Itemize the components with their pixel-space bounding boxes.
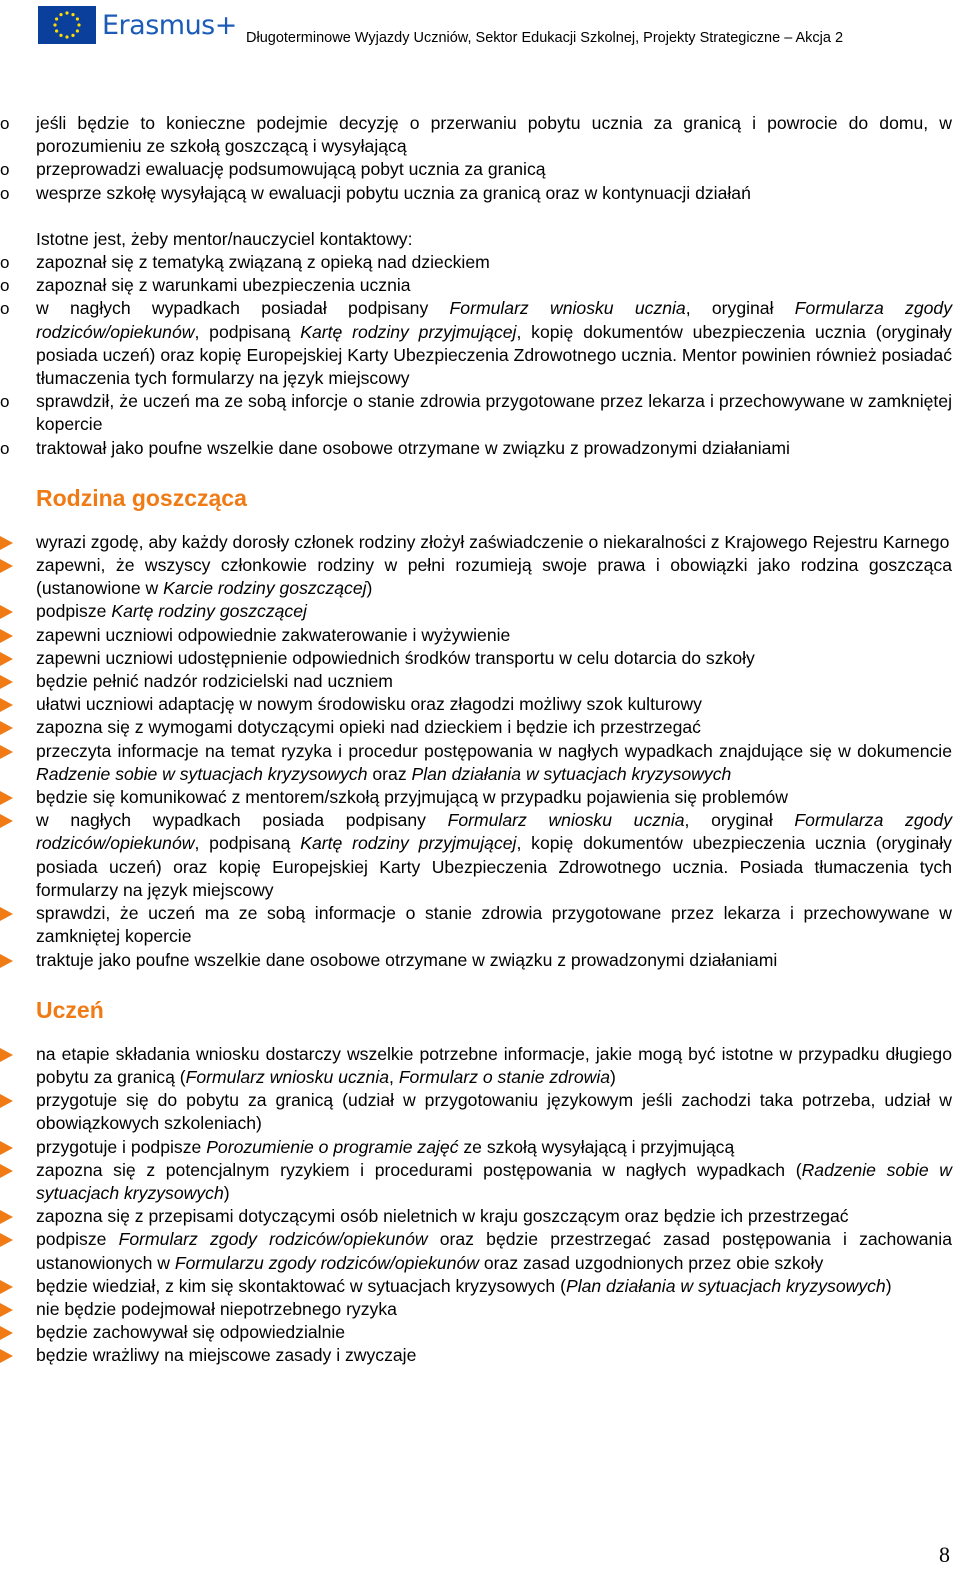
intro-text: Istotne jest, żeby mentor/nauczyciel kontaktowy: (36, 228, 413, 249)
bullet-o: o (0, 276, 10, 296)
arrow-bullet-icon (0, 1280, 13, 1294)
page-header (38, 6, 918, 46)
bullet-o: o (0, 114, 10, 133)
arrow-bullet-icon (0, 791, 13, 805)
arrow-bullet-icon (0, 1303, 13, 1317)
section-heading-host-family: Rodzina goszcząca (36, 484, 247, 511)
list-item: na etapie składania wniosku dostarczy wszelkie potrzebne informacje, jakie mogą być istotne w przypadku długiego pobytu za granicą (Formularz wniosku ucznia, Formularz o stanie zdrowia) (0, 1043, 960, 1089)
list-item: przygotuje się do pobytu za granicą (udział w przygotowaniu językowym jeśli zachodzi taka potrzeba, udział w obowiązkowych szkoleniach) (0, 1089, 960, 1135)
list-item: o traktował jako poufne wszelkie dane osobowe otrzymane w związku z prowadzonymi działaniami (0, 437, 960, 460)
list-item: będzie zachowywał się odpowiedzialnie (0, 1321, 960, 1344)
list-item: sprawdzi, że uczeń ma ze sobą informacje o stanie zdrowia przygotowane przez lekarza i przechowywane w zamkniętej kopercie (0, 902, 960, 948)
list-item: podpisze Kartę rodziny goszczącej (0, 600, 960, 623)
list-item: będzie się komunikować z mentorem/szkołą przyjmującą w przypadku pojawienia się problemów (0, 786, 960, 809)
list-item: zapozna się z wymogami dotyczącymi opieki nad dzieckiem i będzie ich przestrzegać (0, 716, 960, 739)
list-item: o w nagłych wypadkach posiadał podpisany Formularz wniosku ucznia, oryginał Formularza zgody rodziców/opiekunów, podpisaną Kartę rodziny przyjmującej, kopię dokumentów ubezpieczenia ucznia (oryginały posiada uczeń) oraz kopię Europejskiej Karty Ubezpieczenia Zdrowotnego ucznia. Mentor powinien również posiadać tłumaczenia tych formularzy na język miejscowy (0, 298, 952, 389)
list-item: podpisze Formularz zgody rodziców/opiekunów oraz będzie przestrzegać zasad postępowania i zachowania ustanowionych w Formularzu zgody rodziców/opiekunów oraz zasad uzgodnionych przez obie szkoły (0, 1228, 960, 1274)
arrow-bullet-icon (0, 559, 13, 573)
list-item: zapewni, że wszyscy członkowie rodziny w pełni rozumieją swoje prawa i obowiązki jako rodzina goszcząca (ustanowione w Karcie rodziny goszczącej) (0, 554, 960, 600)
bullet-o: o (0, 392, 10, 412)
arrow-bullet-icon (0, 1141, 13, 1155)
list-item: zapewni uczniowi odpowiednie zakwaterowanie i wyżywienie (0, 624, 960, 647)
bullet-o: o (0, 253, 10, 273)
list-item: przygotuje i podpisze Porozumienie o programie zajęć ze szkołą wysyłającą i przyjmującą (0, 1136, 960, 1159)
arrow-bullet-icon (0, 745, 13, 759)
brand-name: Erasmus+ (102, 9, 237, 41)
arrow-bullet-icon (0, 629, 13, 643)
bullet-o: o (0, 183, 10, 203)
list-item: o zapoznał się z tematyką związaną z opieką nad dzieckiem (0, 251, 960, 274)
arrow-bullet-icon (0, 1164, 13, 1178)
arrow-bullet-icon (0, 1094, 13, 1108)
list-item: o jeśli będzie to konieczne podejmie decyzję o przerwaniu pobytu ucznia za granicą i powrocie do domu, w porozumieniu ze szkołą goszczącą i wysyłającą (0, 113, 952, 157)
list-item: traktuje jako poufne wszelkie dane osobowe otrzymane w związku z prowadzonymi działaniami (0, 949, 960, 972)
list-item: w nagłych wypadkach posiada podpisany Formularz wniosku ucznia, oryginał Formularza zgody rodziców/opiekunów, podpisaną Kartę rodziny przyjmującej, kopię dokumentów ubezpieczenia ucznia (oryginały posiada uczeń) oraz kopię Europejskiej Karty Ubezpieczenia Zdrowotnego ucznia. Posiada tłumaczenia tych formularzy na język miejscowy (0, 809, 960, 902)
list-item: przeczyta informacje na temat ryzyka i procedur postępowania w nagłych wypadkach znajdujące się w dokumencie Radzenie sobie w sytuacjach kryzysowych oraz Plan działania w sytuacjach kryzysowych (0, 740, 960, 786)
arrow-bullet-icon (0, 675, 13, 689)
bullet-o: o (0, 160, 10, 180)
section-heading-student: Uczeń (36, 996, 104, 1023)
list-item: o wesprze szkołę wysyłającą w ewaluacji pobytu ucznia za granicą oraz w kontynuacji działań (0, 182, 960, 205)
list-item: zapewni uczniowi udostępnienie odpowiednich środków transportu w celu dotarcia do szkoły (0, 647, 960, 670)
list-item: o sprawdził, że uczeń ma ze sobą inforcje o stanie zdrowia przygotowane przez lekarza i przechowywane w zamkniętej kopercie (0, 391, 952, 435)
arrow-bullet-icon (0, 652, 13, 666)
arrow-bullet-icon (0, 605, 13, 619)
arrow-bullet-icon (0, 907, 13, 921)
arrow-bullet-icon (0, 536, 13, 550)
list-item: zapozna się z przepisami dotyczącymi osób nieletnich w kraju goszczącym oraz będzie ich przestrzegać (0, 1205, 960, 1228)
arrow-bullet-icon (0, 954, 13, 968)
list-item: o zapoznał się z warunkami ubezpieczenia ucznia (0, 274, 960, 297)
arrow-bullet-icon (0, 1048, 13, 1062)
arrow-bullet-icon (0, 1326, 13, 1340)
list-item: zapozna się z potencjalnym ryzykiem i procedurami postępowania w nagłych wypadkach (Radzenie sobie w sytuacjach kryzysowych) (0, 1159, 960, 1205)
list-item: ułatwi uczniowi adaptację w nowym środowisku oraz złagodzi możliwy szok kulturowy (0, 693, 960, 716)
bullet-o: o (0, 438, 10, 458)
eu-flag-icon (38, 6, 96, 44)
list-item: o przeprowadzi ewaluację podsumowującą pobyt ucznia za granicą (0, 158, 960, 181)
list-item: będzie wiedział, z kim się skontaktować w sytuacjach kryzysowych (Plan działania w sytuacjach kryzysowych) (0, 1275, 960, 1298)
header-title: Długoterminowe Wyjazdy Uczniów, Sektor Edukacji Szkolnej, Projekty Strategiczne – Akcja 2 (246, 30, 844, 46)
arrow-bullet-icon (0, 814, 13, 828)
erasmus-logo (38, 6, 237, 44)
page-number: 8 (939, 1542, 950, 1567)
list-item: będzie pełnić nadzór rodzicielski nad uczniem (0, 670, 960, 693)
arrow-bullet-icon (0, 698, 13, 712)
arrow-bullet-icon (0, 1210, 13, 1224)
document-body (0, 112, 960, 1368)
arrow-bullet-icon (0, 721, 13, 735)
arrow-bullet-icon (0, 1349, 13, 1363)
arrow-bullet-icon (0, 1233, 13, 1247)
bullet-o: o (0, 299, 10, 319)
list-item: wyrazi zgodę, aby każdy dorosły członek rodziny złożył zaświadczenie o niekaralności z Krajowego Rejestru Karnego (0, 531, 960, 554)
list-item: będzie wrażliwy na miejscowe zasady i zwyczaje (0, 1344, 960, 1367)
list-item: nie będzie podejmował niepotrzebnego ryzyka (0, 1298, 960, 1321)
